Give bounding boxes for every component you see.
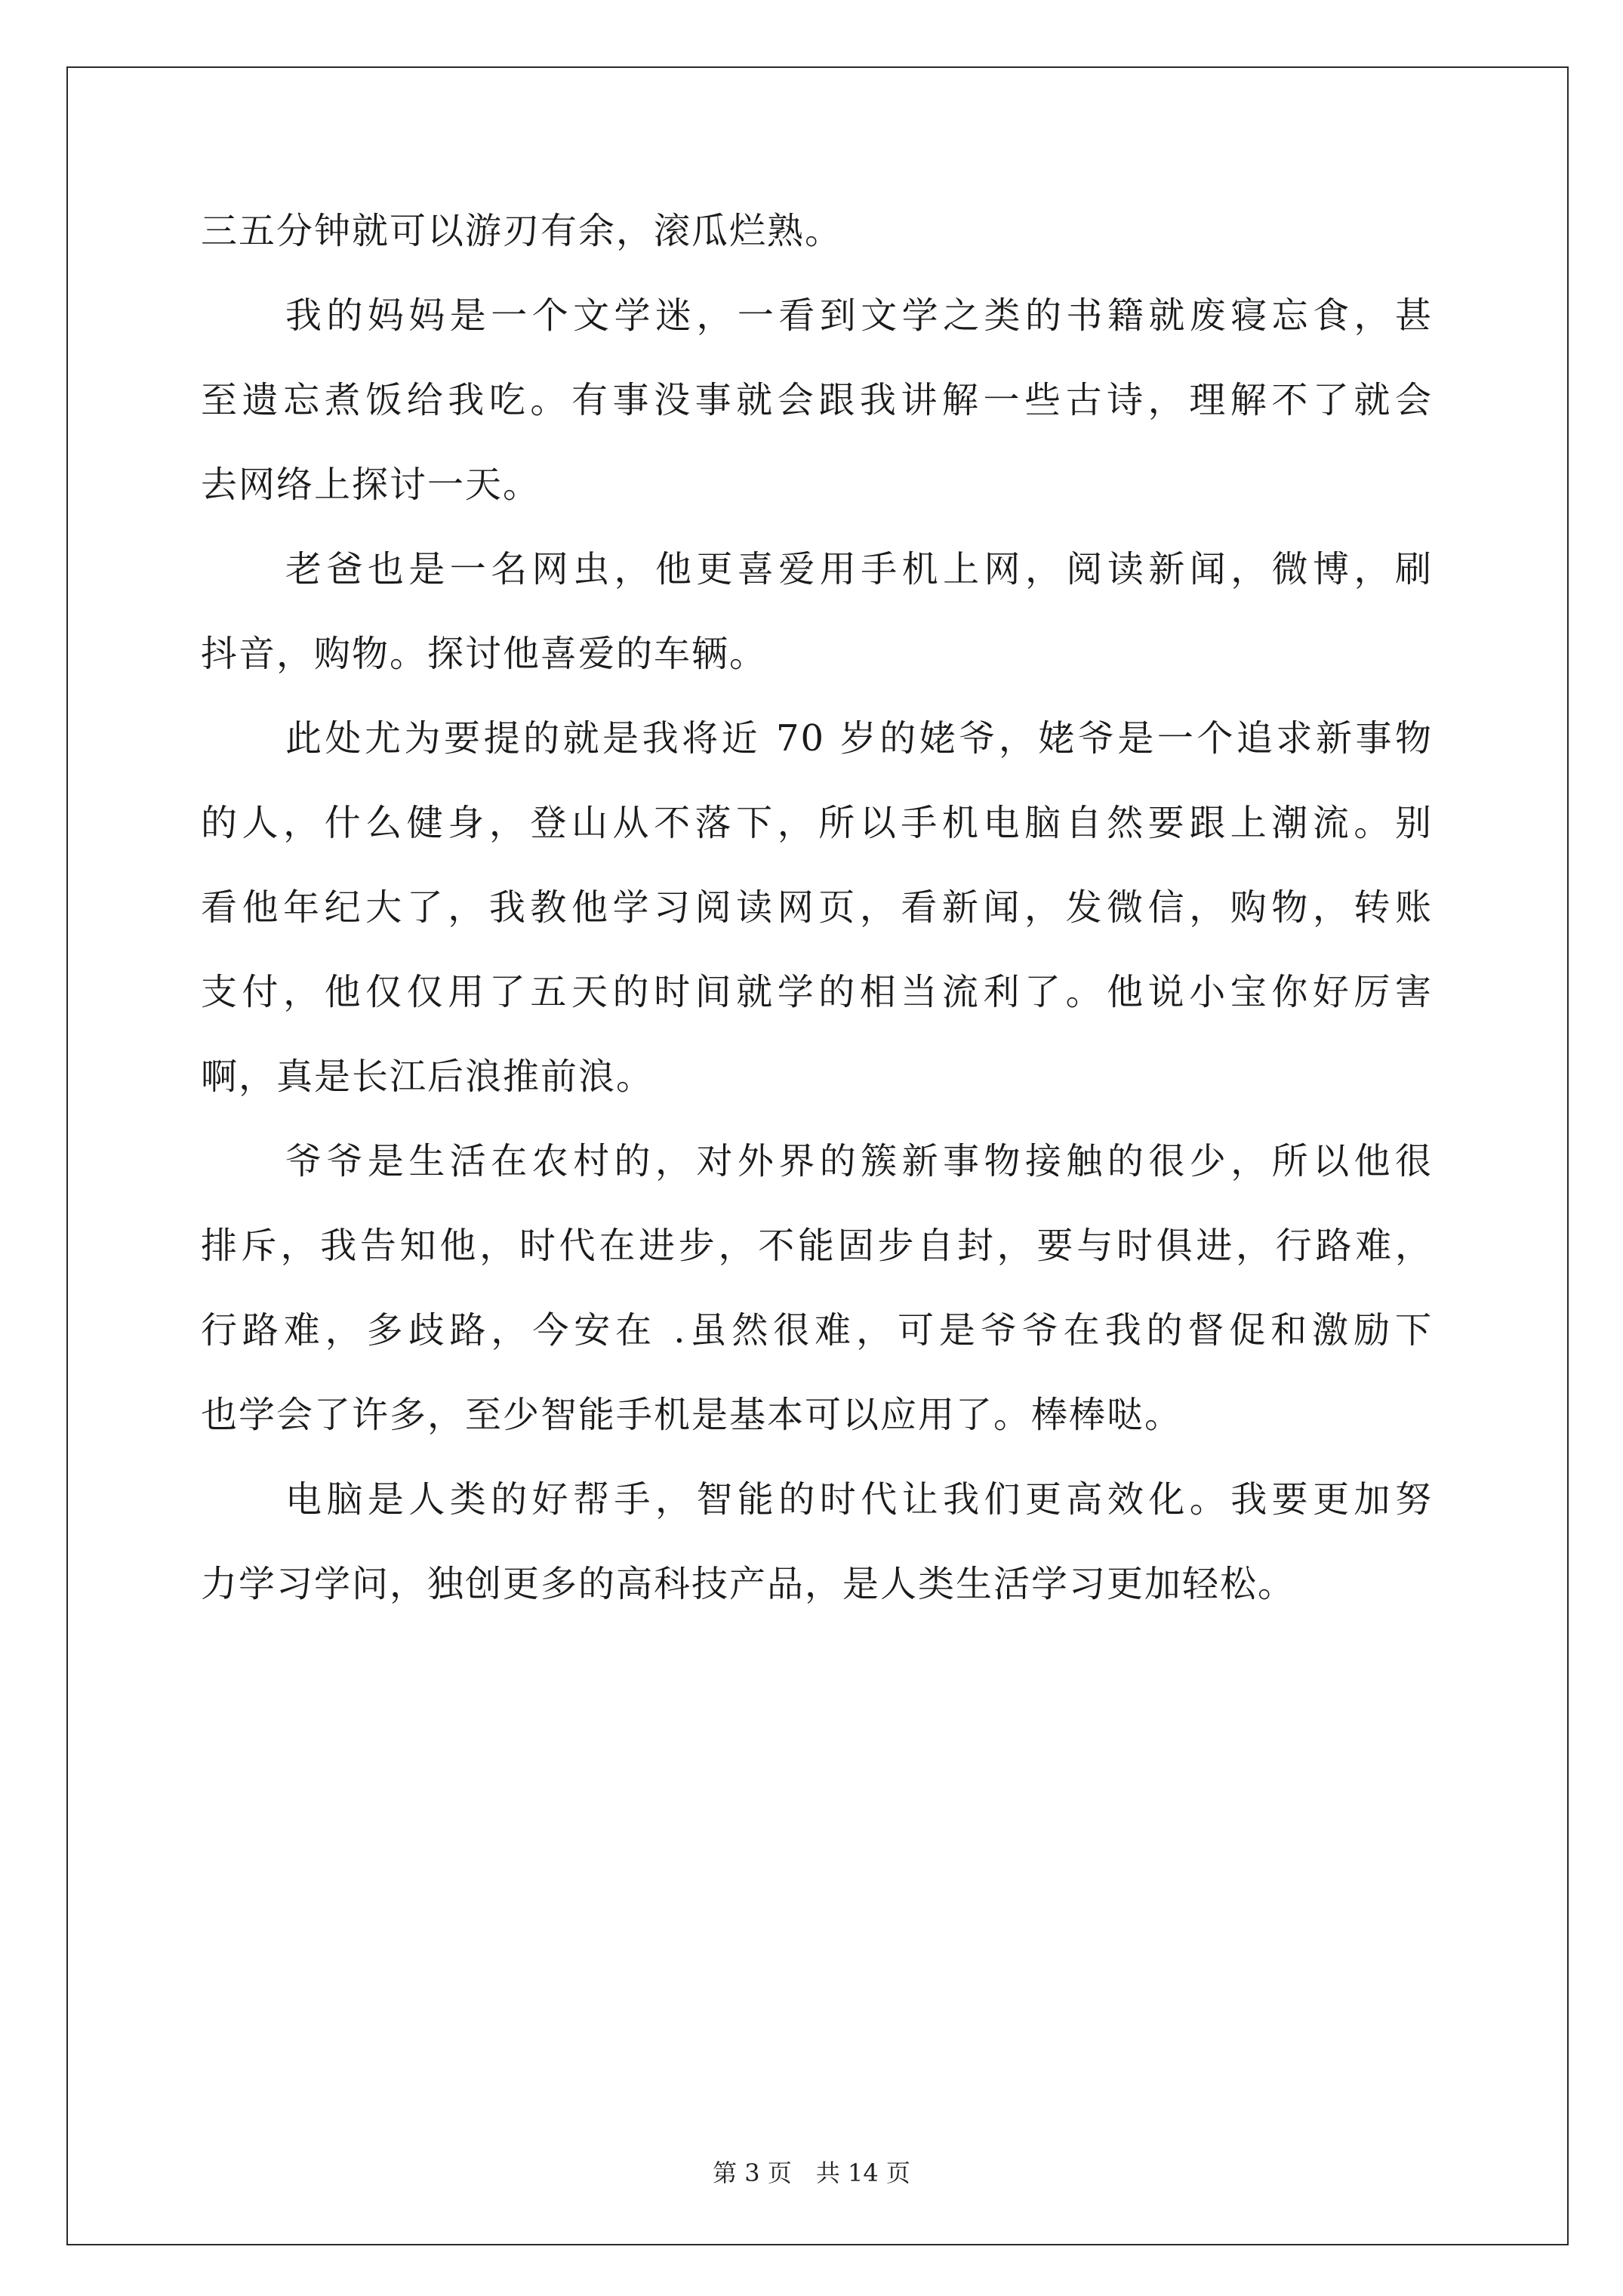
text-line: 老爸也是一名网虫，他更喜爱用手机上网，阅读新闻，微博，刷	[285, 548, 1433, 590]
text-line: 啊，真是长江后浪推前浪。	[201, 1056, 654, 1098]
text-line: 行路难，多歧路，今安在 .虽然很难，可是爷爷在我的督促和激励下	[201, 1309, 1433, 1351]
text-line: 此处尤为要提的就是我将近 70 岁的姥爷，姥爷是一个追求新事物	[285, 717, 1433, 760]
text-line: 的人，什么健身，登山从不落下，所以手机电脑自然要跟上潮流。别	[201, 802, 1433, 844]
document-body	[201, 208, 1433, 1607]
text-line: 电脑是人类的好帮手，智能的时代让我们更高效化。我要更加努	[285, 1478, 1433, 1521]
text-line: 力学习学问，独创更多的高科技产品，是人类生活学习更加轻松。	[201, 1563, 1296, 1605]
text-line: 三五分钟就可以游刃有余，滚瓜烂熟。	[201, 210, 843, 252]
text-line: 抖音，购物。探讨他喜爱的车辆。	[201, 633, 768, 675]
text-line: 排斥，我告知他，时代在进步，不能固步自封，要与时俱进，行路难，	[201, 1225, 1433, 1267]
text-line: 去网络上探讨一天。	[201, 464, 541, 506]
text-line: 爷爷是生活在农村的，对外界的簇新事物接触的很少，所以他很	[285, 1140, 1433, 1182]
text-line: 也学会了许多，至少智能手机是基本可以应用了。棒棒哒。	[201, 1394, 1183, 1436]
text-line: 看他年纪大了，我教他学习阅读网页，看新闻，发微信，购物，转账	[201, 886, 1433, 929]
text-line: 至遗忘煮饭给我吃。有事没事就会跟我讲解一些古诗，理解不了就会	[201, 379, 1433, 421]
text-line: 支付，他仅仅用了五天的时间就学的相当流利了。他说小宝你好厉害	[201, 971, 1433, 1013]
text-line: 我的妈妈是一个文学迷，一看到文学之类的书籍就废寝忘食，甚	[285, 294, 1433, 337]
page-number-footer: 第 3 页 共 14 页	[713, 2159, 910, 2187]
